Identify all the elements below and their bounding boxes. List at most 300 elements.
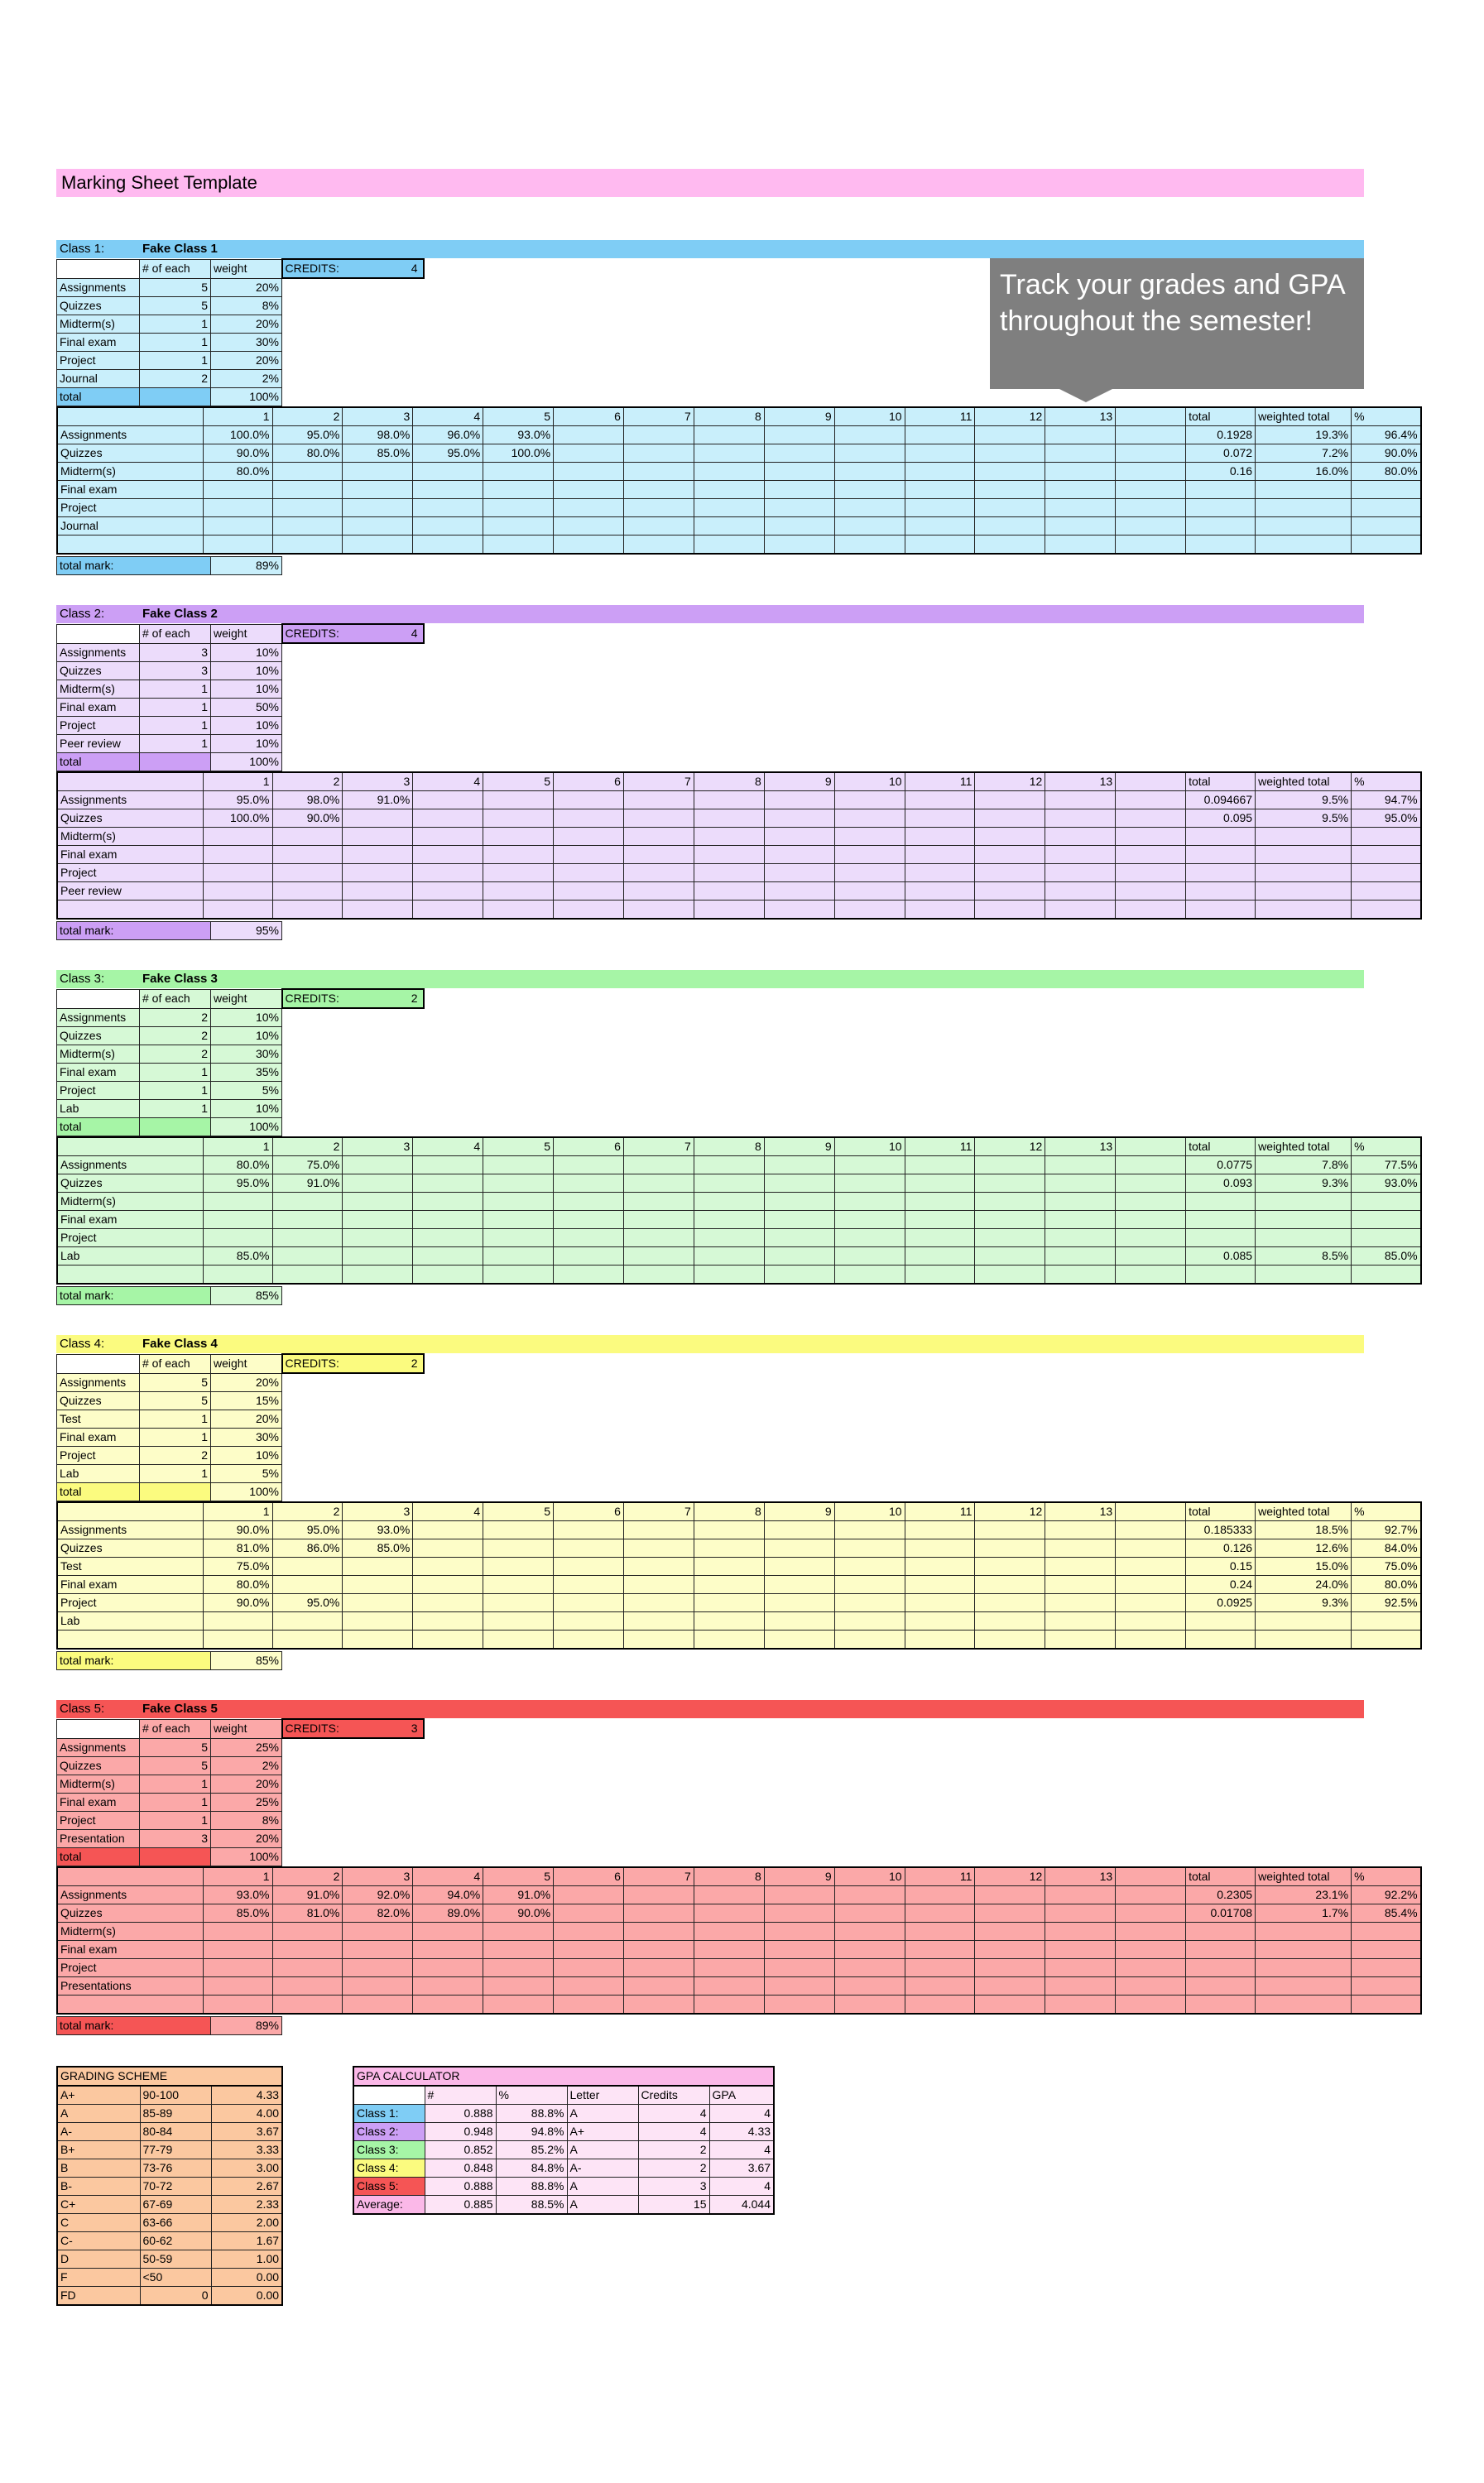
total-weight[interactable]: 100% <box>211 1847 282 1866</box>
blank-cell[interactable] <box>1116 1976 1186 1995</box>
mark-cell[interactable] <box>975 1611 1045 1630</box>
mark-cell[interactable] <box>554 1557 624 1575</box>
category-count[interactable]: 2 <box>140 1008 211 1026</box>
mark-cell[interactable] <box>834 1192 905 1210</box>
gpa-percent[interactable]: 84.8% <box>496 2159 567 2178</box>
mark-cell[interactable] <box>764 1557 834 1575</box>
mark-cell[interactable] <box>272 1246 343 1265</box>
col-header[interactable]: 9 <box>764 1867 834 1886</box>
marks-category[interactable]: Peer review <box>57 881 203 900</box>
category-label[interactable]: Final exam <box>57 698 140 716</box>
mark-cell[interactable] <box>413 790 483 809</box>
count-header[interactable]: # of each <box>140 624 211 643</box>
grade-points[interactable]: 3.67 <box>211 2123 282 2141</box>
mark-cell[interactable] <box>413 516 483 535</box>
mark-cell[interactable] <box>272 1630 343 1649</box>
category-count[interactable]: 1 <box>140 1099 211 1117</box>
mark-cell[interactable] <box>272 1192 343 1210</box>
mark-cell[interactable] <box>272 1611 343 1630</box>
weight-header[interactable]: weight <box>211 1719 282 1738</box>
mark-cell[interactable] <box>623 1630 694 1649</box>
gpa-value[interactable]: 4 <box>709 2141 774 2159</box>
marks-category[interactable]: Journal <box>57 516 203 535</box>
mark-cell[interactable] <box>694 1976 764 1995</box>
mark-cell[interactable] <box>764 900 834 919</box>
row-total[interactable]: 0.15 <box>1186 1557 1256 1575</box>
mark-cell[interactable] <box>905 827 975 845</box>
mark-cell[interactable] <box>413 881 483 900</box>
row-percent[interactable]: 84.0% <box>1352 1539 1421 1557</box>
mark-cell[interactable] <box>975 1630 1045 1649</box>
credits-value[interactable]: 4 <box>411 262 418 275</box>
row-percent[interactable]: 80.0% <box>1352 462 1421 480</box>
mark-cell[interactable] <box>483 498 554 516</box>
mark-cell[interactable] <box>975 1922 1045 1940</box>
mark-cell[interactable] <box>834 1885 905 1904</box>
mark-cell[interactable] <box>694 1192 764 1210</box>
mark-cell[interactable] <box>1045 444 1116 462</box>
category-label[interactable]: Project <box>57 1081 140 1099</box>
gpa-credits[interactable]: 2 <box>638 2141 709 2159</box>
blank-cell[interactable] <box>1116 1922 1186 1940</box>
total-weight[interactable]: 100% <box>211 1117 282 1136</box>
col-header[interactable]: 1 <box>203 1137 272 1156</box>
blank-cell[interactable] <box>1116 1174 1186 1192</box>
col-header[interactable]: 4 <box>413 1137 483 1156</box>
row-total[interactable] <box>1186 1210 1256 1228</box>
row-percent[interactable] <box>1352 845 1421 863</box>
row-weighted-total[interactable] <box>1256 1922 1352 1940</box>
col-header[interactable]: 9 <box>764 1502 834 1521</box>
row-weighted-total[interactable] <box>1256 845 1352 863</box>
mark-cell[interactable] <box>343 1958 413 1976</box>
col-header[interactable]: 3 <box>343 772 413 791</box>
mark-cell[interactable] <box>764 1976 834 1995</box>
row-percent[interactable]: 77.5% <box>1352 1155 1421 1174</box>
col-header[interactable]: 8 <box>694 772 764 791</box>
mark-cell[interactable] <box>975 1593 1045 1611</box>
row-weighted-total[interactable]: 7.8% <box>1256 1155 1352 1174</box>
category-count[interactable]: 1 <box>140 1081 211 1099</box>
col-header[interactable]: 12 <box>975 1867 1045 1886</box>
marks-category[interactable]: Project <box>57 863 203 881</box>
mark-cell[interactable] <box>905 1246 975 1265</box>
grade-points[interactable]: 0.00 <box>211 2269 282 2287</box>
gpa-credits[interactable]: 4 <box>638 2105 709 2123</box>
blank-cell[interactable] <box>1116 480 1186 498</box>
mark-cell[interactable] <box>764 1611 834 1630</box>
mark-cell[interactable] <box>413 1265 483 1284</box>
blank-cell[interactable] <box>1116 1575 1186 1593</box>
mark-cell[interactable] <box>343 462 413 480</box>
mark-cell[interactable] <box>554 535 624 554</box>
gpa-value[interactable]: 4.33 <box>709 2123 774 2141</box>
gpa-class-label[interactable]: Class 5: <box>353 2178 425 2196</box>
gpa-letter[interactable]: A+ <box>567 2123 638 2141</box>
category-label[interactable]: Midterm(s) <box>57 1775 140 1793</box>
category-count[interactable]: 2 <box>140 1446 211 1464</box>
mark-cell[interactable] <box>483 1155 554 1174</box>
mark-cell[interactable] <box>1045 1611 1116 1630</box>
mark-cell[interactable] <box>1045 827 1116 845</box>
mark-cell[interactable] <box>554 845 624 863</box>
mark-cell[interactable] <box>623 1575 694 1593</box>
mark-cell[interactable] <box>694 462 764 480</box>
category-weight[interactable]: 8% <box>211 1811 282 1829</box>
mark-cell[interactable] <box>203 1940 272 1958</box>
mark-cell[interactable] <box>905 1904 975 1922</box>
col-header[interactable]: 1 <box>203 772 272 791</box>
mark-cell[interactable] <box>905 1155 975 1174</box>
row-weighted-total[interactable]: 9.5% <box>1256 809 1352 827</box>
mark-cell[interactable] <box>905 1885 975 1904</box>
mark-cell[interactable] <box>413 827 483 845</box>
mark-cell[interactable] <box>905 535 975 554</box>
count-header[interactable]: # of each <box>140 989 211 1008</box>
mark-cell[interactable] <box>834 516 905 535</box>
mark-cell[interactable] <box>554 1885 624 1904</box>
percent-header[interactable]: % <box>1352 1502 1421 1521</box>
total-mark-value[interactable]: 95% <box>211 921 282 939</box>
category-label[interactable]: Midterm(s) <box>57 1045 140 1063</box>
col-header[interactable]: 1 <box>203 1867 272 1886</box>
mark-cell[interactable]: 95.0% <box>413 444 483 462</box>
category-count[interactable]: 3 <box>140 1829 211 1847</box>
mark-cell[interactable] <box>764 1174 834 1192</box>
marks-category[interactable]: Final exam <box>57 845 203 863</box>
mark-cell[interactable] <box>203 900 272 919</box>
grade-points[interactable]: 1.67 <box>211 2232 282 2250</box>
mark-cell[interactable] <box>764 790 834 809</box>
mark-cell[interactable] <box>975 1904 1045 1922</box>
grade-points[interactable]: 4.33 <box>211 2086 282 2105</box>
mark-cell[interactable] <box>694 1155 764 1174</box>
col-header[interactable]: 13 <box>1045 1867 1116 1886</box>
row-percent[interactable] <box>1352 1922 1421 1940</box>
mark-cell[interactable] <box>1045 1575 1116 1593</box>
mark-cell[interactable]: 75.0% <box>272 1155 343 1174</box>
mark-cell[interactable] <box>1045 516 1116 535</box>
blank-cell[interactable] <box>57 407 203 426</box>
col-header[interactable]: 2 <box>272 407 343 426</box>
mark-cell[interactable] <box>413 845 483 863</box>
col-header[interactable]: 10 <box>834 1867 905 1886</box>
row-weighted-total[interactable] <box>1256 900 1352 919</box>
mark-cell[interactable] <box>905 863 975 881</box>
row-total[interactable]: 0.16 <box>1186 462 1256 480</box>
mark-cell[interactable] <box>905 1210 975 1228</box>
row-weighted-total[interactable]: 7.2% <box>1256 444 1352 462</box>
mark-cell[interactable]: 89.0% <box>413 1904 483 1922</box>
credits-cell[interactable] <box>282 624 424 643</box>
mark-cell[interactable] <box>483 1958 554 1976</box>
blank-cell[interactable] <box>1116 1210 1186 1228</box>
mark-cell[interactable] <box>272 827 343 845</box>
mark-cell[interactable] <box>975 1246 1045 1265</box>
grade-range[interactable]: 85-89 <box>140 2105 211 2123</box>
mark-cell[interactable] <box>975 535 1045 554</box>
mark-cell[interactable] <box>694 1593 764 1611</box>
row-total[interactable]: 0.0775 <box>1186 1155 1256 1174</box>
mark-cell[interactable] <box>834 1593 905 1611</box>
col-header[interactable]: 1 <box>203 1502 272 1521</box>
grade-range[interactable]: <50 <box>140 2269 211 2287</box>
mark-cell[interactable] <box>343 1593 413 1611</box>
col-header[interactable]: 13 <box>1045 407 1116 426</box>
grade-points[interactable]: 1.00 <box>211 2250 282 2269</box>
mark-cell[interactable] <box>1045 1922 1116 1940</box>
gpa-letter[interactable]: A <box>567 2105 638 2123</box>
row-percent[interactable] <box>1352 498 1421 516</box>
weighted-total-header[interactable]: weighted total <box>1256 1867 1352 1886</box>
mark-cell[interactable] <box>1045 1904 1116 1922</box>
mark-cell[interactable] <box>272 1976 343 1995</box>
mark-cell[interactable] <box>623 1155 694 1174</box>
row-percent[interactable] <box>1352 1265 1421 1284</box>
col-header[interactable]: 8 <box>694 1502 764 1521</box>
gpa-percent[interactable]: 88.5% <box>496 2196 567 2215</box>
mark-cell[interactable] <box>975 845 1045 863</box>
row-weighted-total[interactable] <box>1256 535 1352 554</box>
mark-cell[interactable] <box>764 845 834 863</box>
mark-cell[interactable]: 91.0% <box>272 1885 343 1904</box>
row-percent[interactable]: 96.4% <box>1352 425 1421 444</box>
mark-cell[interactable]: 85.0% <box>343 444 413 462</box>
mark-cell[interactable] <box>272 1940 343 1958</box>
mark-cell[interactable]: 80.0% <box>203 462 272 480</box>
col-header[interactable]: 8 <box>694 1867 764 1886</box>
blank-cell[interactable] <box>1116 1593 1186 1611</box>
category-weight[interactable]: 8% <box>211 296 282 315</box>
row-weighted-total[interactable] <box>1256 881 1352 900</box>
col-header[interactable]: 12 <box>975 1137 1045 1156</box>
mark-cell[interactable] <box>413 1958 483 1976</box>
col-header[interactable]: 7 <box>623 407 694 426</box>
category-label[interactable]: Final exam <box>57 1428 140 1446</box>
blank-cell[interactable] <box>1116 809 1186 827</box>
col-header[interactable]: 10 <box>834 407 905 426</box>
mark-cell[interactable] <box>975 1885 1045 1904</box>
blank-cell[interactable] <box>57 772 203 791</box>
mark-cell[interactable] <box>694 809 764 827</box>
mark-cell[interactable] <box>975 1958 1045 1976</box>
col-header[interactable]: 2 <box>272 1867 343 1886</box>
row-total[interactable]: 0.085 <box>1186 1246 1256 1265</box>
weighted-total-header[interactable]: weighted total <box>1256 772 1352 791</box>
col-header[interactable]: 9 <box>764 407 834 426</box>
mark-cell[interactable] <box>694 1922 764 1940</box>
total-mark-value[interactable]: 85% <box>211 1651 282 1669</box>
row-weighted-total[interactable] <box>1256 1958 1352 1976</box>
category-count[interactable]: 5 <box>140 1738 211 1756</box>
mark-cell[interactable] <box>834 425 905 444</box>
mark-cell[interactable] <box>554 1210 624 1228</box>
blank-cell[interactable] <box>1116 1137 1186 1156</box>
mark-cell[interactable] <box>554 827 624 845</box>
category-count[interactable]: 1 <box>140 1793 211 1811</box>
grade-points[interactable]: 2.33 <box>211 2196 282 2214</box>
row-total[interactable] <box>1186 480 1256 498</box>
mark-cell[interactable] <box>343 1228 413 1246</box>
mark-cell[interactable] <box>623 444 694 462</box>
mark-cell[interactable] <box>203 535 272 554</box>
category-weight[interactable]: 10% <box>211 661 282 680</box>
mark-cell[interactable] <box>554 881 624 900</box>
row-percent[interactable] <box>1352 827 1421 845</box>
mark-cell[interactable] <box>1045 480 1116 498</box>
gpa-class-label[interactable]: Class 4: <box>353 2159 425 2178</box>
blank-cell[interactable] <box>57 1354 140 1373</box>
marks-category[interactable]: Midterm(s) <box>57 827 203 845</box>
category-count[interactable]: 1 <box>140 734 211 752</box>
col-header[interactable]: 12 <box>975 407 1045 426</box>
mark-cell[interactable] <box>343 1940 413 1958</box>
mark-cell[interactable] <box>554 516 624 535</box>
row-total[interactable]: 0.01708 <box>1186 1904 1256 1922</box>
mark-cell[interactable] <box>834 1995 905 2014</box>
credits-value[interactable]: 2 <box>411 1357 418 1370</box>
mark-cell[interactable] <box>343 480 413 498</box>
mark-cell[interactable] <box>764 462 834 480</box>
col-header[interactable]: 3 <box>343 407 413 426</box>
mark-cell[interactable] <box>343 1976 413 1995</box>
mark-cell[interactable] <box>203 498 272 516</box>
mark-cell[interactable] <box>623 1922 694 1940</box>
mark-cell[interactable] <box>694 1246 764 1265</box>
blank-cell[interactable] <box>1116 1630 1186 1649</box>
category-weight[interactable]: 20% <box>211 351 282 369</box>
category-label[interactable]: Assignments <box>57 1008 140 1026</box>
mark-cell[interactable]: 90.0% <box>483 1904 554 1922</box>
total-label[interactable]: total <box>57 387 140 406</box>
mark-cell[interactable] <box>272 1557 343 1575</box>
mark-cell[interactable] <box>343 900 413 919</box>
mark-cell[interactable] <box>203 863 272 881</box>
weighted-total-header[interactable]: weighted total <box>1256 407 1352 426</box>
mark-cell[interactable] <box>203 1265 272 1284</box>
mark-cell[interactable] <box>623 1210 694 1228</box>
mark-cell[interactable] <box>203 1611 272 1630</box>
blank-cell[interactable] <box>1116 881 1186 900</box>
mark-cell[interactable] <box>623 462 694 480</box>
row-total[interactable] <box>1186 1265 1256 1284</box>
row-percent[interactable] <box>1352 516 1421 535</box>
category-label[interactable]: Assignments <box>57 1738 140 1756</box>
mark-cell[interactable] <box>764 1593 834 1611</box>
mark-cell[interactable] <box>764 1192 834 1210</box>
grade-letter[interactable]: D <box>57 2250 140 2269</box>
mark-cell[interactable] <box>554 863 624 881</box>
row-percent[interactable] <box>1352 1995 1421 2014</box>
blank-cell[interactable] <box>1116 1228 1186 1246</box>
mark-cell[interactable]: 91.0% <box>343 790 413 809</box>
mark-cell[interactable] <box>1045 845 1116 863</box>
mark-cell[interactable] <box>1045 425 1116 444</box>
mark-cell[interactable] <box>834 900 905 919</box>
blank-cell[interactable] <box>140 387 211 406</box>
mark-cell[interactable] <box>554 1246 624 1265</box>
blank-cell[interactable] <box>1116 425 1186 444</box>
mark-cell[interactable]: 85.0% <box>203 1246 272 1265</box>
mark-cell[interactable] <box>272 1922 343 1940</box>
row-total[interactable] <box>1186 1940 1256 1958</box>
mark-cell[interactable] <box>413 1539 483 1557</box>
mark-cell[interactable] <box>834 845 905 863</box>
gpa-header[interactable]: % <box>496 2086 567 2105</box>
row-weighted-total[interactable] <box>1256 1611 1352 1630</box>
mark-cell[interactable] <box>413 1520 483 1539</box>
mark-cell[interactable] <box>905 1958 975 1976</box>
category-count[interactable]: 2 <box>140 1045 211 1063</box>
total-mark-value[interactable]: 85% <box>211 1286 282 1304</box>
row-weighted-total[interactable]: 16.0% <box>1256 462 1352 480</box>
blank-cell[interactable] <box>1116 790 1186 809</box>
category-weight[interactable]: 10% <box>211 734 282 752</box>
category-label[interactable]: Final exam <box>57 1063 140 1081</box>
blank-cell[interactable] <box>57 989 140 1008</box>
mark-cell[interactable] <box>764 1155 834 1174</box>
mark-cell[interactable] <box>343 881 413 900</box>
mark-cell[interactable] <box>623 1885 694 1904</box>
mark-cell[interactable] <box>905 1593 975 1611</box>
mark-cell[interactable] <box>694 1228 764 1246</box>
grade-range[interactable]: 0 <box>140 2287 211 2306</box>
total-mark-label[interactable]: total mark: <box>57 556 211 574</box>
category-weight[interactable]: 10% <box>211 643 282 661</box>
mark-cell[interactable] <box>343 535 413 554</box>
mark-cell[interactable] <box>483 516 554 535</box>
row-percent[interactable] <box>1352 1192 1421 1210</box>
mark-cell[interactable] <box>694 1904 764 1922</box>
mark-cell[interactable] <box>694 790 764 809</box>
mark-cell[interactable] <box>554 1174 624 1192</box>
category-count[interactable]: 1 <box>140 1464 211 1482</box>
mark-cell[interactable] <box>834 1246 905 1265</box>
mark-cell[interactable] <box>975 881 1045 900</box>
category-count[interactable]: 3 <box>140 661 211 680</box>
mark-cell[interactable] <box>554 1539 624 1557</box>
mark-cell[interactable] <box>764 1958 834 1976</box>
mark-cell[interactable] <box>975 1995 1045 2014</box>
mark-cell[interactable] <box>905 1520 975 1539</box>
total-header[interactable]: total <box>1186 1137 1256 1156</box>
mark-cell[interactable] <box>694 1265 764 1284</box>
category-label[interactable]: Project <box>57 351 140 369</box>
category-label[interactable]: Final exam <box>57 333 140 351</box>
grade-points[interactable]: 4.00 <box>211 2105 282 2123</box>
mark-cell[interactable] <box>413 1922 483 1940</box>
gpa-letter[interactable]: A- <box>567 2159 638 2178</box>
marks-category[interactable]: Midterm(s) <box>57 462 203 480</box>
mark-cell[interactable] <box>272 881 343 900</box>
category-weight[interactable]: 10% <box>211 1008 282 1026</box>
mark-cell[interactable] <box>905 1228 975 1246</box>
mark-cell[interactable] <box>975 462 1045 480</box>
marks-category[interactable]: Project <box>57 1593 203 1611</box>
mark-cell[interactable] <box>272 845 343 863</box>
mark-cell[interactable] <box>203 827 272 845</box>
col-header[interactable]: 6 <box>554 772 624 791</box>
col-header[interactable]: 13 <box>1045 772 1116 791</box>
mark-cell[interactable] <box>554 790 624 809</box>
blank-cell[interactable] <box>1116 1958 1186 1976</box>
col-header[interactable]: 5 <box>483 407 554 426</box>
weight-header[interactable]: weight <box>211 259 282 278</box>
grade-range[interactable]: 60-62 <box>140 2232 211 2250</box>
category-count[interactable]: 1 <box>140 716 211 734</box>
mark-cell[interactable] <box>905 1940 975 1958</box>
mark-cell[interactable] <box>413 535 483 554</box>
